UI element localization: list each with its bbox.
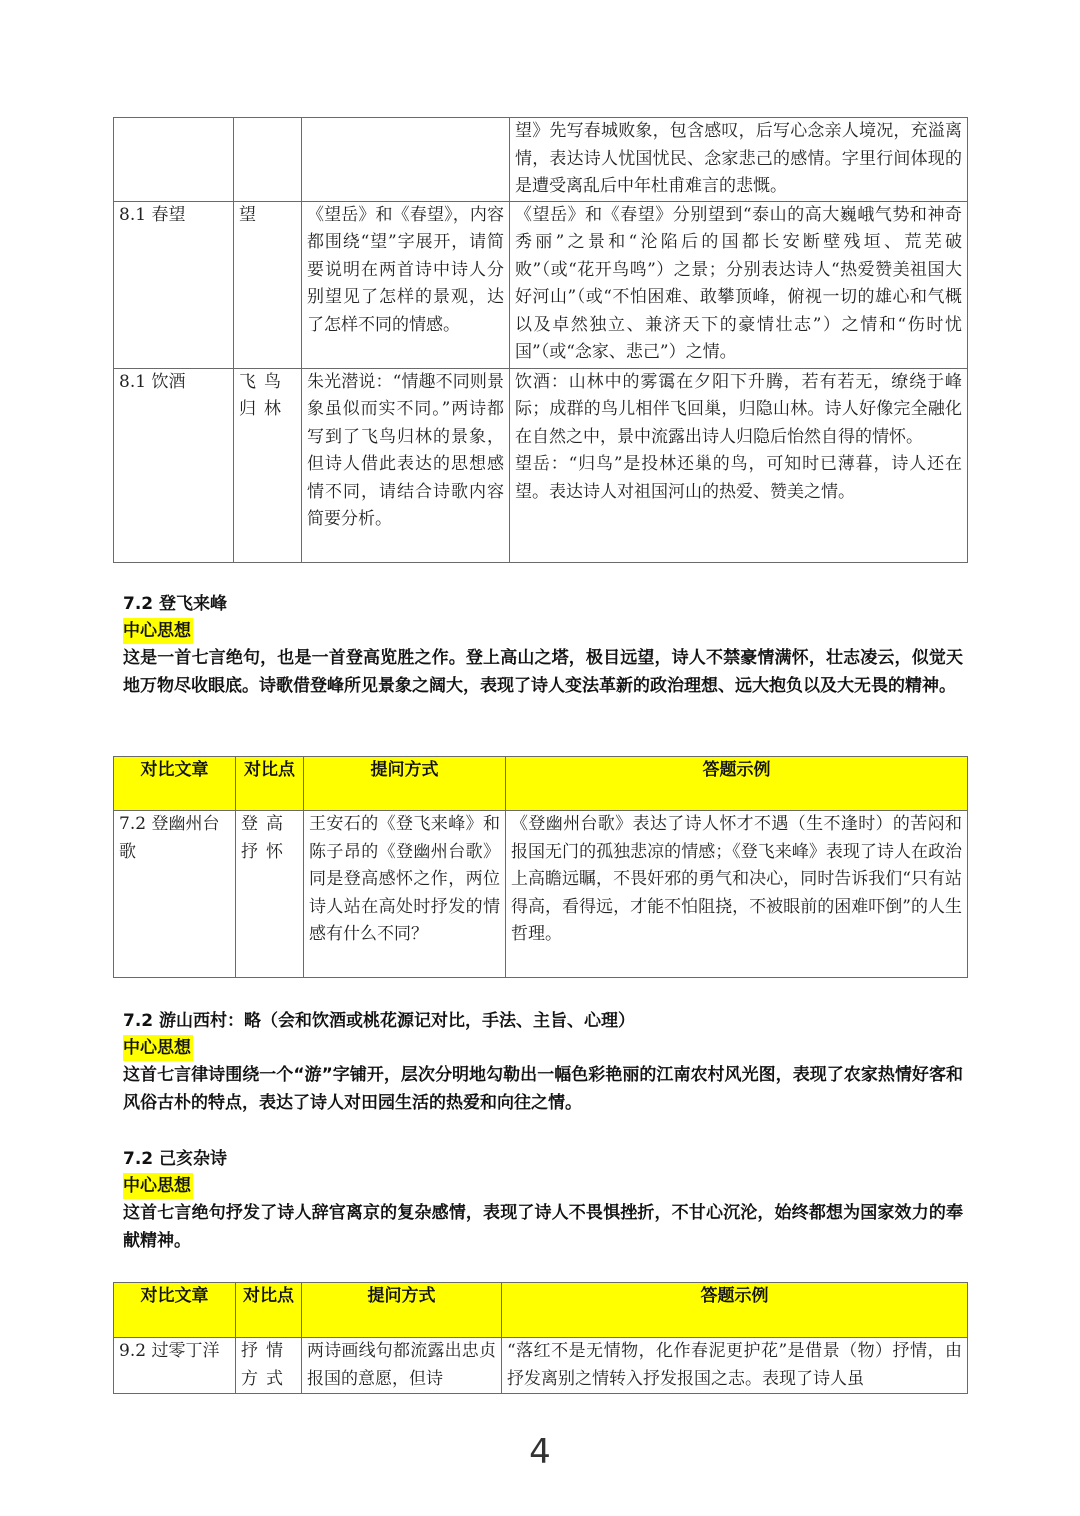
answer-wangyue: 望岳：“归鸟”是投林还巢的鸟，可知时已薄暮，诗人还在望。表达诗人对祖国河山的热爱、赞美之情。 (515, 454, 962, 502)
section-label-highlight: 中心思想 (123, 1035, 193, 1061)
page-number: 4 (529, 1432, 551, 1472)
answer-cell (510, 368, 968, 562)
section-text: 这首七言律诗围绕一个“游”字铺开，层次分明地勾勒出一幅色彩艳丽的江南农村风光图，表现了农家热情好客和风俗古朴的特点，表达了诗人对田园生活的热爱和向往之情。 (123, 1065, 963, 1113)
question-cell: 朱光潜说：“情趣不同则景象虽似而实不同。”两诗都写到了飞鸟归林的景象，但诗人借此表达的思想感情不同，请结合诗歌内容简要分析。 (302, 368, 510, 562)
table-row (114, 118, 968, 202)
answer-cell: 《望岳》和《春望》分别望到“泰山的高大巍峨气势和神奇秀丽”之景和“沦陷后的国都长安断壁残垣、荒芜破败”（或“花开鸟鸣”）之景；分别表达诗人“热爱赞美祖国大好河山”（或“不怕困难、敢攀顶峰，俯视一切的雄心和气概以及卓然独立、兼济天下的豪情壮志”）之情和“伤时忧国”（或“念家、悲己”）之情。 (510, 201, 968, 368)
answer-cell: 望》先写春城败象，包含感叹，后写心念亲人境况，充溢离情，表达诗人忧国忧民、念家悲己的感情。字里行间体现的是遭受离乱后中年杜甫难言的悲慨。 (510, 118, 968, 202)
comparison-table-2 (113, 756, 968, 978)
answer-yinjiu: 饮酒：山林中的雾霭在夕阳下升腾，若有若无，缭绕于峰际；成群的鸟儿相伴飞回巢，归隐山林。诗人好像完全融化在自然之中，景中流露出诗人归隐后怡然自得的情怀。 (515, 371, 962, 447)
header-article: 对比文章 (114, 757, 236, 811)
article-cell (114, 118, 234, 202)
header-point: 对比点 (236, 757, 304, 811)
section-text: 这首七言绝句抒发了诗人辞官离京的复杂感情，表现了诗人不畏惧挫折，不甘心沉沦，始终都想为国家效力的奉献精神。 (123, 1203, 963, 1251)
section-title: 7.2 登飞来峰 (123, 594, 228, 614)
header-question: 提问方式 (304, 757, 506, 811)
table-row (114, 1338, 968, 1394)
article-cell: 8.1 春望 (114, 201, 234, 368)
point-cell (234, 118, 302, 202)
answer-cell: 《登幽州台歌》表达了诗人怀才不遇（生不逢时）的苦闷和报国无门的孤独悲凉的情感；《登飞来峰》表现了诗人在政治上高瞻远瞩，不畏奸邪的勇气和决心，同时告诉我们“只有站得高，看得远，才能不怕阻挠，不被眼前的困难吓倒”的人生哲理。 (506, 811, 968, 978)
table-header-row (114, 1283, 968, 1338)
comparison-table-1 (113, 117, 968, 563)
section-title: 7.2 己亥杂诗 (123, 1149, 228, 1169)
question-cell: 两诗画线句都流露出忠贞报国的意愿，但诗 (302, 1338, 502, 1394)
section-label-highlight: 中心思想 (123, 618, 193, 644)
section-label-highlight: 中心思想 (123, 1173, 193, 1199)
point-cell: 望 (234, 201, 302, 368)
answer-cell: “落红不是无情物，化作春泥更护花”是借景（物）抒情，由抒发离别之情转入抒发报国之志。表现了诗人虽 (502, 1338, 968, 1394)
point-cell: 登高抒怀 (236, 811, 304, 978)
header-point: 对比点 (236, 1283, 302, 1338)
table-row (114, 811, 968, 978)
header-article: 对比文章 (114, 1283, 236, 1338)
header-question: 提问方式 (302, 1283, 502, 1338)
section-jihai-zashi (123, 1145, 963, 1255)
section-text: 这是一首七言绝句，也是一首登高览胜之作。登上高山之塔，极目远望，诗人不禁豪情满怀，壮志凌云，似觉天地万物尽收眼底。诗歌借登峰所见景象之阔大，表现了诗人变法革新的政治理想、远大抱负以及大无畏的精神。 (123, 648, 963, 696)
question-cell (302, 118, 510, 202)
header-answer: 答题示例 (502, 1283, 968, 1338)
table-header-row (114, 757, 968, 811)
table-row (114, 201, 968, 368)
section-title: 7.2 游山西村：略（会和饮酒或桃花源记对比，手法、主旨、心理） (123, 1011, 636, 1031)
comparison-table-3 (113, 1282, 968, 1394)
section-you-shanxi-cun (123, 1007, 963, 1117)
header-answer: 答题示例 (506, 757, 968, 811)
question-cell: 《望岳》和《春望》，内容都围绕“望”字展开，请简要说明在两首诗中诗人分别望见了怎样的景观，达了怎样不同的情感。 (302, 201, 510, 368)
article-cell: 9.2 过零丁洋 (114, 1338, 236, 1394)
point-cell: 抒情方式 (236, 1338, 302, 1394)
question-cell: 王安石的《登飞来峰》和陈子昂的《登幽州台歌》同是登高感怀之作，两位诗人站在高处时抒发的情感有什么不同？ (304, 811, 506, 978)
table-row (114, 368, 968, 562)
article-cell: 7.2 登幽州台歌 (114, 811, 236, 978)
article-cell: 8.1 饮酒 (114, 368, 234, 562)
point-cell: 飞鸟归林 (234, 368, 302, 562)
section-deng-feilai-feng (123, 590, 963, 700)
